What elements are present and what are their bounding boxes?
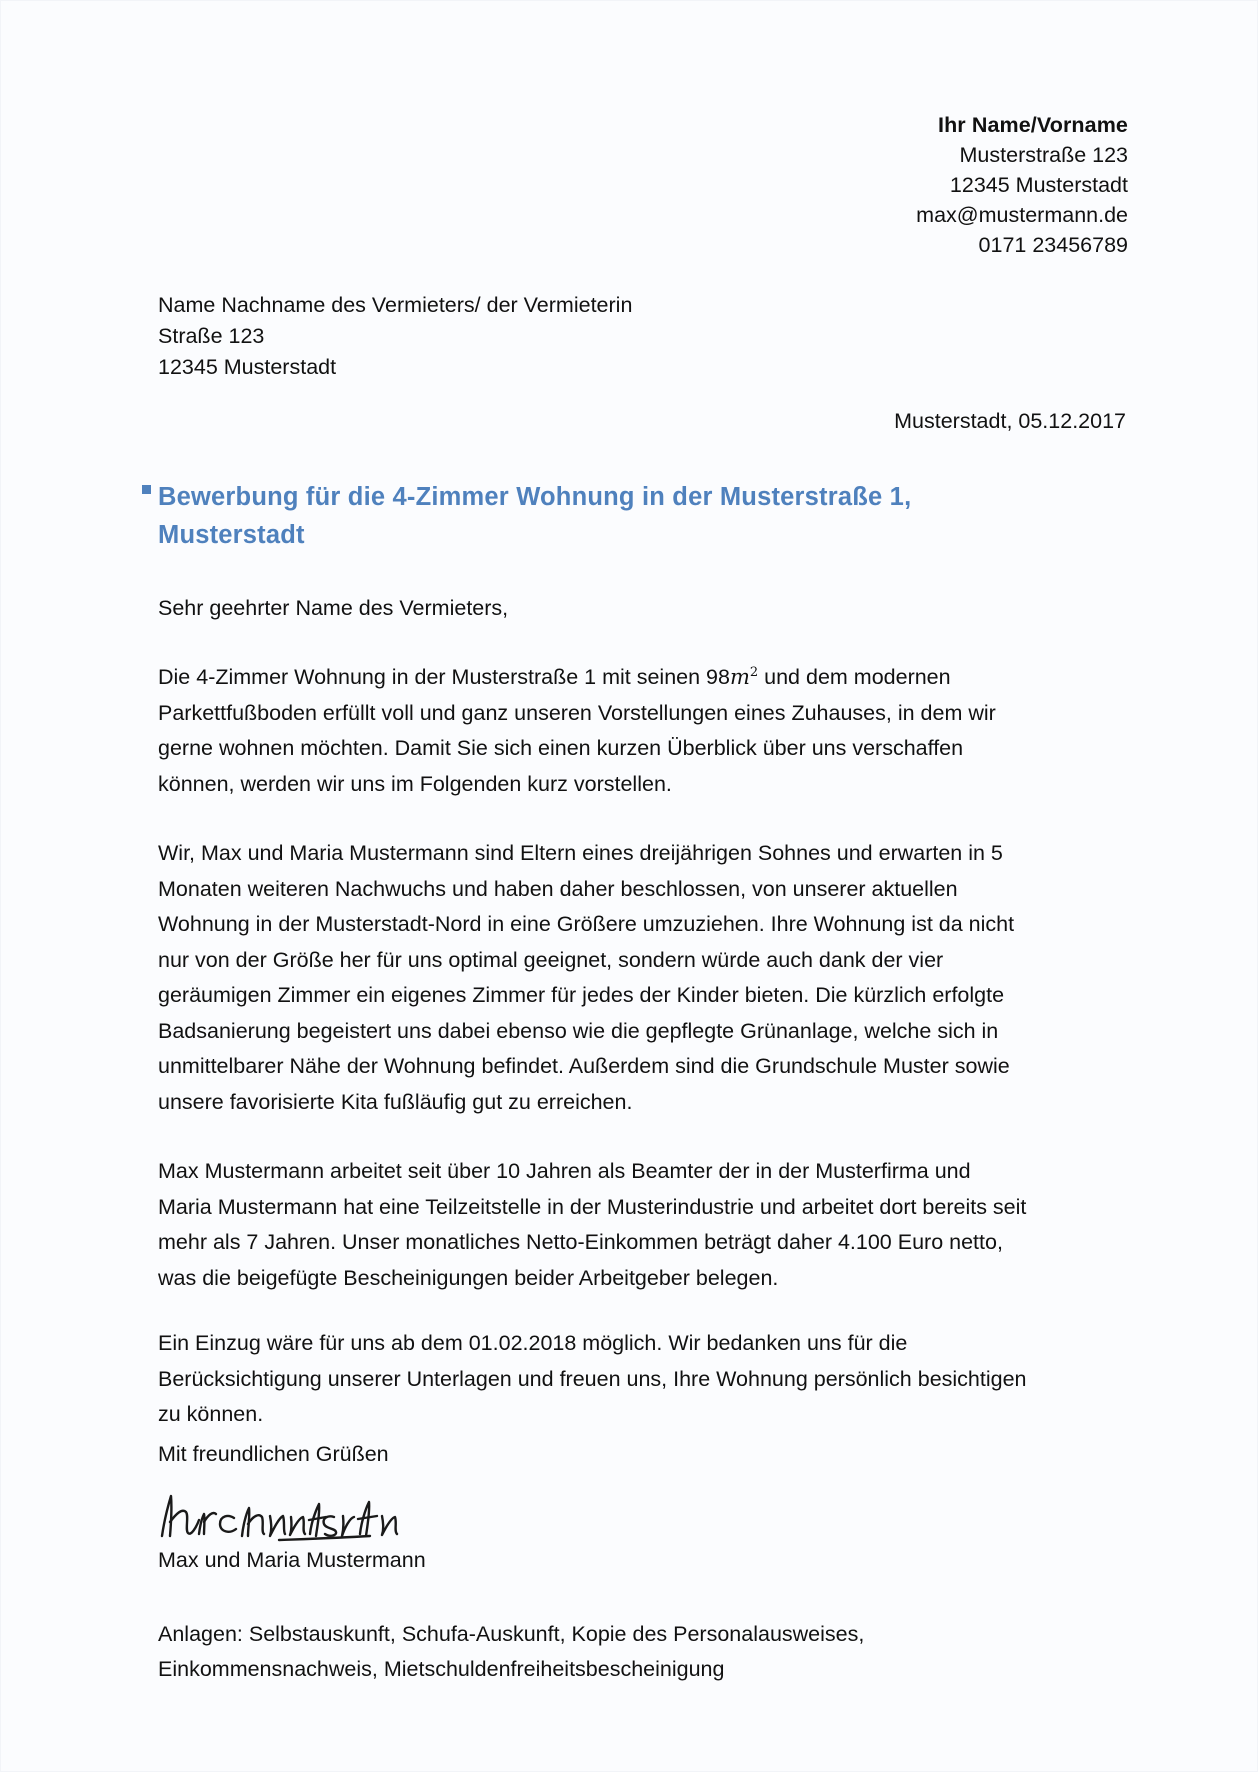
sender-name: Ihr Name/Vorname xyxy=(938,113,1128,137)
signature-image xyxy=(158,1486,418,1548)
paragraph-1-text-a: Die 4-Zimmer Wohnung in der Musterstraße 1 mit seinen 98 xyxy=(158,665,730,689)
paragraph-4: Ein Einzug wäre für uns ab dem 01.02.2018 möglich. Wir bedanken uns für die Berücksichtigung unserer Unterlagen und freuen uns, Ihre Wohnung persönlich besichtigen zu können. xyxy=(158,1331,1027,1426)
recipient-city: 12345 Musterstadt xyxy=(158,355,337,379)
place-and-date: Musterstadt, 05.12.2017 xyxy=(894,409,1126,433)
paragraph-1 xyxy=(158,655,1028,802)
recipient-name: Name Nachname des Vermieters/ der Vermieterin xyxy=(158,293,633,317)
paragraph-2: Wir, Max und Maria Mustermann sind Eltern eines dreijährigen Sohnes und erwarten in 5 Monaten weiteren Nachwuchs und haben daher beschlossen, von unserer aktuellen Wohnung in der Musterstadt-Nord in eine Größere umzuziehen. Ihre Wohnung ist da nicht nur von der Größe her für uns optimal geeignet, sondern würde auch dank der vier geräumigen Zimmer ein eigenes Zimmer für jedes der Kinder bieten. Die kürzlich erfolgte Badsanierung begeistert uns dabei ebenso wie die gepflegte Grünanlage, welche sich in unmittelbarer Nähe der Wohnung befindet. Außerdem sind die Grundschule Muster sowie unsere favorisierte Kita fußläufig gut zu erreichen. xyxy=(158,841,1015,1114)
paragraph-3: Max Mustermann arbeitet seit über 10 Jahren als Beamter der in der Musterfirma und Maria Mustermann hat eine Teilzeitstelle in der Musterindustrie und arbeitet dort bereits seit mehr als 7 Jahren. Unser monatliches Netto-Einkommen beträgt daher 4.100 Euro netto, was die beigefügte Bescheinigungen beider Arbeitgeber belegen. xyxy=(158,1159,1027,1290)
recipient-street: Straße 123 xyxy=(158,324,265,348)
sender-city: 12345 Musterstadt xyxy=(949,173,1128,197)
attachments-line-1: Anlagen: Selbstauskunft, Schufa-Auskunft, Kopie des Personalausweises, xyxy=(158,1622,865,1646)
attachments-line-2: Einkommensnachweis, Mietschuldenfreiheitsbescheinigung xyxy=(158,1657,725,1681)
letter-content xyxy=(158,110,1128,1687)
salutation: Sehr geehrter Name des Vermieters, xyxy=(158,596,509,620)
sender-email: max@mustermann.de xyxy=(916,203,1128,227)
sender-phone: 0171 23456789 xyxy=(978,233,1128,257)
sender-address-block xyxy=(158,110,1128,260)
paragraph-1-text-b: und dem modernen Parkettfußboden erfüllt voll und ganz unseren Vorstellungen eines Zuhauses, in dem wir gerne wohnen möchten. Damit Sie sich einen kurzen Überblick über uns verschaffen können, werden wir uns im Folgenden kurz vorstellen. xyxy=(158,665,996,796)
signed-name: Max und Maria Mustermann xyxy=(158,1548,426,1572)
square-bullet-icon xyxy=(142,485,151,494)
attachments-block xyxy=(158,1617,938,1687)
square-meter-unit xyxy=(730,665,758,689)
unit-symbol: m xyxy=(729,665,750,689)
subject-section xyxy=(158,478,1128,554)
letter-sheet xyxy=(18,14,1240,1758)
letter-subject: Bewerbung für die 4-Zimmer Wohnung in der Musterstraße 1, Musterstadt xyxy=(158,483,912,549)
closing-line: Mit freundlichen Grüßen xyxy=(158,1441,389,1466)
unit-exponent: 2 xyxy=(749,665,759,680)
recipient-address-block xyxy=(158,290,1128,383)
sender-street: Musterstraße 123 xyxy=(959,143,1128,167)
